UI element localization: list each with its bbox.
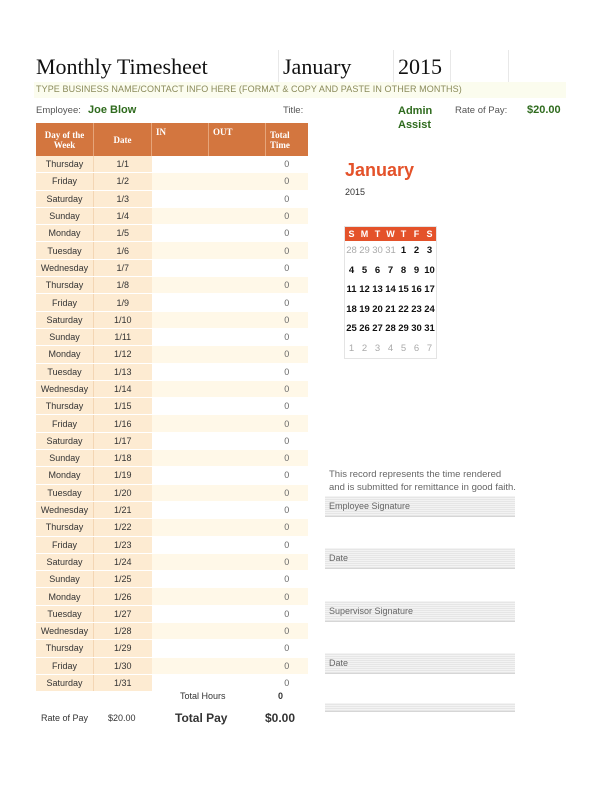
divider (450, 50, 451, 82)
total-time-cell: 0 (266, 536, 309, 553)
calendar-day: 22 (398, 303, 409, 315)
total-pay-value: $0.00 (265, 711, 296, 725)
date-cell: 1/8 (94, 277, 152, 294)
header-year: 2015 (398, 54, 442, 79)
date-field-2[interactable] (325, 653, 515, 674)
out-cell[interactable] (209, 259, 266, 276)
out-cell[interactable] (209, 380, 266, 397)
table-row (36, 605, 308, 622)
calendar-day: 11 (346, 284, 357, 296)
date-cell: 1/14 (94, 380, 152, 397)
date-cell: 1/4 (94, 207, 152, 224)
calendar-day: 6 (413, 342, 420, 354)
date-cell: 1/16 (94, 415, 152, 432)
day-cell: Sunday (36, 450, 94, 467)
date-cell: 1/20 (94, 484, 152, 501)
day-cell: Monday (36, 346, 94, 363)
day-cell: Thursday (36, 277, 94, 294)
table-row (36, 536, 308, 553)
employee-title-line1: Admin (398, 105, 433, 117)
in-cell[interactable] (152, 432, 209, 449)
date-cell: 1/10 (94, 311, 152, 328)
calendar-day: 30 (411, 323, 422, 335)
total-time-cell: 0 (266, 190, 309, 207)
calendar-day: 3 (374, 342, 381, 354)
table-row (36, 553, 308, 570)
date-cell: 1/3 (94, 190, 152, 207)
table-row (36, 519, 308, 536)
total-time-cell: 0 (266, 605, 309, 622)
in-cell[interactable] (152, 259, 209, 276)
in-cell[interactable] (152, 207, 209, 224)
total-time-cell: 0 (266, 519, 309, 536)
employee-label: Employee: (36, 105, 81, 116)
in-cell[interactable] (152, 173, 209, 190)
calendar-day: 28 (346, 245, 357, 257)
calendar-day: 7 (426, 342, 433, 354)
out-cell[interactable] (209, 242, 266, 259)
out-cell[interactable] (209, 294, 266, 311)
date-cell: 1/31 (94, 674, 152, 691)
in-cell[interactable] (152, 536, 209, 553)
total-pay-label: Total Pay (175, 711, 228, 725)
in-cell[interactable] (152, 605, 209, 622)
mini-calendar (344, 226, 437, 359)
total-time-cell: 0 (266, 674, 309, 691)
day-cell: Tuesday (36, 242, 94, 259)
day-cell: Saturday (36, 432, 94, 449)
date-label-1: Date (329, 553, 349, 563)
calendar-day: 24 (424, 303, 435, 315)
calendar-day: 5 (400, 342, 407, 354)
out-cell[interactable] (209, 311, 266, 328)
total-time-cell: 0 (266, 623, 309, 640)
date-cell: 1/17 (94, 432, 152, 449)
total-time-cell: 0 (266, 467, 309, 484)
calendar-day: 6 (374, 264, 381, 276)
calendar-day: 31 (424, 323, 435, 335)
calendar-week (345, 319, 437, 339)
total-time-cell: 0 (266, 156, 309, 173)
table-row (36, 156, 308, 173)
out-cell[interactable] (209, 536, 266, 553)
in-cell[interactable] (152, 415, 209, 432)
date-cell: 1/25 (94, 571, 152, 588)
calendar-week (345, 300, 437, 320)
in-cell[interactable] (152, 519, 209, 536)
date-cell: 1/23 (94, 536, 152, 553)
date-cell: 1/2 (94, 173, 152, 190)
calendar-day: 21 (385, 303, 396, 315)
day-cell: Saturday (36, 674, 94, 691)
in-cell[interactable] (152, 571, 209, 588)
total-time-cell: 0 (266, 346, 309, 363)
date-cell: 1/13 (94, 363, 152, 380)
supervisor-signature-label: Supervisor Signature (329, 606, 414, 616)
date-cell: 1/11 (94, 328, 152, 345)
out-cell[interactable] (209, 467, 266, 484)
date-cell: 1/26 (94, 588, 152, 605)
total-time-cell: 0 (266, 173, 309, 190)
in-cell[interactable] (152, 225, 209, 242)
col-header-in: IN (152, 123, 209, 156)
calendar-day: 14 (385, 284, 396, 296)
day-cell: Thursday (36, 519, 94, 536)
day-cell: Friday (36, 415, 94, 432)
out-cell[interactable] (209, 190, 266, 207)
date-cell: 1/7 (94, 259, 152, 276)
out-cell[interactable] (209, 277, 266, 294)
day-cell: Tuesday (36, 363, 94, 380)
employee-name[interactable]: Joe Blow (88, 104, 137, 116)
table-row (36, 450, 308, 467)
in-cell[interactable] (152, 553, 209, 570)
col-header-out: OUT (209, 123, 266, 156)
day-cell: Saturday (36, 190, 94, 207)
table-row (36, 173, 308, 190)
calendar-day: 31 (385, 245, 396, 257)
date-cell: 1/15 (94, 398, 152, 415)
table-row (36, 328, 308, 345)
date-cell: 1/24 (94, 553, 152, 570)
table-row (36, 294, 308, 311)
out-cell[interactable] (209, 605, 266, 622)
date-cell: 1/30 (94, 657, 152, 674)
out-cell[interactable] (209, 363, 266, 380)
table-row (36, 207, 308, 224)
total-time-cell: 0 (266, 415, 309, 432)
day-cell: Sunday (36, 571, 94, 588)
in-cell[interactable] (152, 657, 209, 674)
date-cell: 1/5 (94, 225, 152, 242)
date-cell: 1/9 (94, 294, 152, 311)
table-row (36, 363, 308, 380)
in-cell[interactable] (152, 588, 209, 605)
table-row (36, 415, 308, 432)
date-cell: 1/27 (94, 605, 152, 622)
calendar-day: 30 (372, 245, 383, 257)
calendar-day: 8 (400, 264, 407, 276)
in-cell[interactable] (152, 640, 209, 657)
in-cell[interactable] (152, 277, 209, 294)
in-cell[interactable] (152, 156, 209, 173)
out-cell[interactable] (209, 346, 266, 363)
calendar-day: 1 (348, 342, 355, 354)
calendar-day: 25 (346, 323, 357, 335)
day-cell: Monday (36, 225, 94, 242)
total-time-cell: 0 (266, 501, 309, 518)
out-cell[interactable] (209, 657, 266, 674)
calendar-day: 1 (400, 245, 407, 257)
total-time-cell: 0 (266, 640, 309, 657)
out-cell[interactable] (209, 398, 266, 415)
calendar-day: 17 (424, 284, 435, 296)
rate-value[interactable]: $20.00 (527, 104, 561, 116)
calendar-weekday: T (371, 227, 384, 242)
table-row (36, 346, 308, 363)
calendar-year: 2015 (345, 187, 366, 197)
table-row (36, 588, 308, 605)
record-statement: This record represents the time rendered and is submitted for remittance in good faith. (329, 469, 516, 493)
calendar-week (345, 241, 437, 261)
calendar-day: 12 (359, 284, 370, 296)
total-time-cell: 0 (266, 588, 309, 605)
col-header-day: Day of the Week (36, 123, 94, 156)
total-time-cell: 0 (266, 484, 309, 501)
in-cell[interactable] (152, 501, 209, 518)
employee-title[interactable] (398, 104, 432, 132)
total-time-cell: 0 (266, 657, 309, 674)
calendar-week (345, 261, 437, 281)
in-cell[interactable] (152, 450, 209, 467)
out-cell[interactable] (209, 501, 266, 518)
total-hours-label: Total Hours (180, 691, 226, 701)
in-cell[interactable] (152, 467, 209, 484)
calendar-day: 4 (387, 342, 394, 354)
footer-rate-value: $20.00 (108, 713, 136, 723)
out-cell[interactable] (209, 553, 266, 570)
out-cell[interactable] (209, 640, 266, 657)
table-row (36, 640, 308, 657)
table-row (36, 501, 308, 518)
total-time-cell: 0 (266, 294, 309, 311)
date-cell: 1/29 (94, 640, 152, 657)
in-cell[interactable] (152, 363, 209, 380)
calendar-weekday: F (410, 227, 423, 242)
total-time-cell: 0 (266, 259, 309, 276)
calendar-weekday: M (358, 227, 371, 242)
total-time-cell: 0 (266, 380, 309, 397)
out-cell[interactable] (209, 623, 266, 640)
date-cell: 1/28 (94, 623, 152, 640)
table-row (36, 623, 308, 640)
divider (393, 50, 394, 82)
date-cell: 1/22 (94, 519, 152, 536)
in-cell[interactable] (152, 484, 209, 501)
date-cell: 1/19 (94, 467, 152, 484)
col-header-date: Date (94, 123, 152, 156)
calendar-day: 7 (387, 264, 394, 276)
calendar-weekday-row (345, 227, 437, 242)
total-time-cell: 0 (266, 328, 309, 345)
page-title: Monthly Timesheet (36, 54, 208, 79)
day-cell: Tuesday (36, 484, 94, 501)
day-cell: Saturday (36, 311, 94, 328)
table-row (36, 259, 308, 276)
total-time-cell: 0 (266, 571, 309, 588)
calendar-day: 19 (359, 303, 370, 315)
day-cell: Tuesday (36, 605, 94, 622)
day-cell: Wednesday (36, 380, 94, 397)
calendar-day: 20 (372, 303, 383, 315)
total-time-cell: 0 (266, 432, 309, 449)
in-cell[interactable] (152, 311, 209, 328)
table-row (36, 225, 308, 242)
date-cell: 1/18 (94, 450, 152, 467)
out-cell[interactable] (209, 415, 266, 432)
table-row (36, 484, 308, 501)
date-label-2: Date (329, 658, 349, 668)
table-row (36, 242, 308, 259)
calendar-day: 13 (372, 284, 383, 296)
employee-signature-field[interactable] (325, 496, 515, 517)
signature-field-blank[interactable] (325, 703, 515, 712)
rate-label: Rate of Pay: (455, 105, 508, 116)
out-cell[interactable] (209, 328, 266, 345)
out-cell[interactable] (209, 432, 266, 449)
table-row (36, 190, 308, 207)
divider (508, 50, 509, 82)
total-time-cell: 0 (266, 225, 309, 242)
day-cell: Saturday (36, 553, 94, 570)
out-cell[interactable] (209, 225, 266, 242)
in-cell[interactable] (152, 346, 209, 363)
day-cell: Thursday (36, 156, 94, 173)
footer-rate-label: Rate of Pay (41, 713, 89, 723)
out-cell[interactable] (209, 588, 266, 605)
calendar-day: 15 (398, 284, 409, 296)
in-cell[interactable] (152, 328, 209, 345)
day-cell: Wednesday (36, 501, 94, 518)
day-cell: Sunday (36, 328, 94, 345)
total-time-cell: 0 (266, 277, 309, 294)
day-cell: Friday (36, 536, 94, 553)
calendar-week (345, 280, 437, 300)
date-cell: 1/21 (94, 501, 152, 518)
day-cell: Sunday (36, 207, 94, 224)
day-cell: Wednesday (36, 259, 94, 276)
calendar-day: 18 (346, 303, 357, 315)
calendar-weekday: W (384, 227, 397, 242)
in-cell[interactable] (152, 674, 209, 691)
col-header-total: Total Time (266, 123, 309, 156)
calendar-weekday: S (345, 227, 359, 242)
total-time-cell: 0 (266, 242, 309, 259)
in-cell[interactable] (152, 398, 209, 415)
calendar-week (345, 339, 437, 359)
calendar-day: 4 (348, 264, 355, 276)
out-cell[interactable] (209, 207, 266, 224)
table-row (36, 277, 308, 294)
table-row (36, 467, 308, 484)
in-cell[interactable] (152, 380, 209, 397)
table-row (36, 311, 308, 328)
calendar-day: 29 (398, 323, 409, 335)
date-cell: 1/12 (94, 346, 152, 363)
header-month: January (283, 54, 352, 79)
out-cell[interactable] (209, 156, 266, 173)
divider (278, 50, 279, 82)
table-row (36, 571, 308, 588)
title-label: Title: (283, 105, 304, 116)
total-time-cell: 0 (266, 363, 309, 380)
calendar-day: 16 (411, 284, 422, 296)
table-row (36, 674, 308, 691)
supervisor-signature-field[interactable] (325, 601, 515, 622)
calendar-day: 2 (361, 342, 368, 354)
out-cell[interactable] (209, 484, 266, 501)
out-cell[interactable] (209, 674, 266, 691)
in-cell[interactable] (152, 190, 209, 207)
out-cell[interactable] (209, 571, 266, 588)
timesheet-table (36, 123, 308, 692)
calendar-day: 28 (385, 323, 396, 335)
calendar-day: 3 (426, 245, 433, 257)
calendar-day: 5 (361, 264, 368, 276)
date-cell: 1/6 (94, 242, 152, 259)
calendar-day: 27 (372, 323, 383, 335)
calendar-day: 10 (424, 264, 435, 276)
total-time-cell: 0 (266, 450, 309, 467)
date-field-1[interactable] (325, 548, 515, 569)
calendar-weekday: S (423, 227, 437, 242)
total-time-cell: 0 (266, 207, 309, 224)
total-time-cell: 0 (266, 311, 309, 328)
table-row (36, 380, 308, 397)
table-header-row (36, 123, 308, 156)
table-row (36, 432, 308, 449)
date-cell: 1/1 (94, 156, 152, 173)
in-cell[interactable] (152, 242, 209, 259)
in-cell[interactable] (152, 294, 209, 311)
out-cell[interactable] (209, 519, 266, 536)
calendar-day: 9 (413, 264, 420, 276)
business-info[interactable]: TYPE BUSINESS NAME/CONTACT INFO HERE (FORMAT & COPY AND PASTE IN OTHER MONTHS) (36, 84, 462, 94)
total-time-cell: 0 (266, 398, 309, 415)
table-row (36, 398, 308, 415)
day-cell: Monday (36, 467, 94, 484)
day-cell: Monday (36, 588, 94, 605)
calendar-month: January (345, 160, 415, 180)
total-time-cell: 0 (266, 553, 309, 570)
in-cell[interactable] (152, 623, 209, 640)
table-row (36, 657, 308, 674)
day-cell: Thursday (36, 640, 94, 657)
calendar-day: 23 (411, 303, 422, 315)
day-cell: Friday (36, 294, 94, 311)
calendar-day: 29 (359, 245, 370, 257)
calendar-weekday: T (397, 227, 410, 242)
day-cell: Thursday (36, 398, 94, 415)
day-cell: Friday (36, 173, 94, 190)
employee-title-line2: Assist (398, 119, 432, 131)
employee-signature-label: Employee Signature (329, 501, 411, 511)
total-hours-value: 0 (278, 691, 284, 701)
calendar-day: 26 (359, 323, 370, 335)
calendar-day: 2 (413, 245, 420, 257)
day-cell: Friday (36, 657, 94, 674)
out-cell[interactable] (209, 173, 266, 190)
out-cell[interactable] (209, 450, 266, 467)
day-cell: Wednesday (36, 623, 94, 640)
